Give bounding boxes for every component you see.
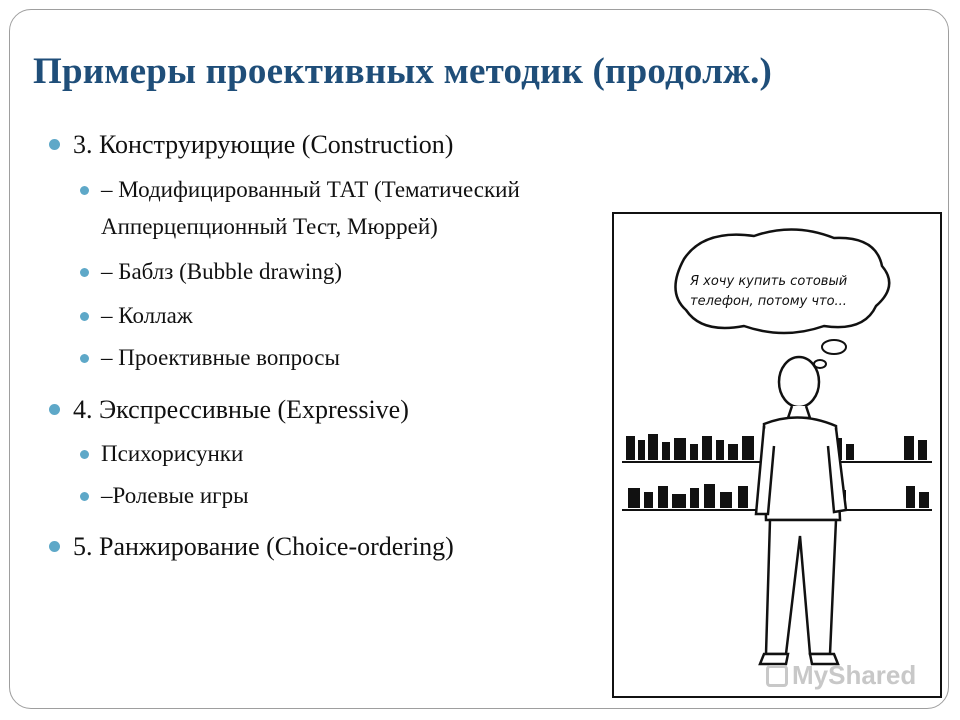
bullet-item-tat-continuation (101, 214, 438, 240)
bullet-text: 3. Конструирующие (Construction) (73, 130, 454, 159)
bullet-item-bubbles (101, 259, 342, 285)
bullet-dot-icon (80, 354, 89, 363)
bullet-dot-icon (80, 268, 89, 277)
bullet-text: – Коллаж (101, 303, 193, 328)
man-thinking-bubble-icon (614, 214, 940, 696)
bullet-dot-icon (80, 312, 89, 321)
bullet-item-tat (101, 177, 520, 203)
bubble-line-1: Я хочу купить сотовый (690, 274, 848, 289)
bullet-text: – Баблз (Bubble drawing) (101, 259, 342, 284)
watermark (766, 660, 916, 691)
slide-title: Примеры проективных методик (продолж.) (33, 51, 773, 92)
bullet-dot-icon (80, 186, 89, 195)
bullet-text: Психорисунки (101, 441, 244, 466)
bubble-drawing-illustration (612, 212, 942, 698)
bullet-dot-icon (49, 139, 60, 150)
bullet-item-construction (73, 130, 453, 160)
watermark-text: MyShared (792, 660, 917, 690)
bullet-dot-icon (80, 492, 89, 501)
watermark-logo-icon (766, 665, 788, 687)
bullet-item-role-play (101, 483, 249, 509)
bullet-item-choice-ordering (73, 532, 454, 562)
bullet-dot-icon (49, 541, 60, 552)
man-figure (756, 357, 846, 664)
bullet-text: –Ролевые игры (101, 483, 249, 508)
bullet-text: 4. Экспрессивные (Expressive) (73, 395, 409, 424)
bubble-line-2: телефон, потому что... (690, 294, 847, 309)
bullet-item-projective-questions (101, 345, 340, 371)
bullet-text: Апперцепционный Тест, Мюррей) (101, 214, 438, 239)
bullet-text: – Модифицированный ТАТ (Тематический (101, 177, 520, 202)
bullet-text: 5. Ранжирование (Choice-ordering) (73, 532, 454, 561)
bullet-item-psychodrawings (101, 441, 243, 467)
bullet-item-expressive (73, 395, 409, 425)
bullet-dot-icon (49, 404, 60, 415)
bullet-dot-icon (80, 450, 89, 459)
bullet-text: – Проективные вопросы (101, 345, 340, 370)
bullet-item-collage (101, 303, 193, 329)
